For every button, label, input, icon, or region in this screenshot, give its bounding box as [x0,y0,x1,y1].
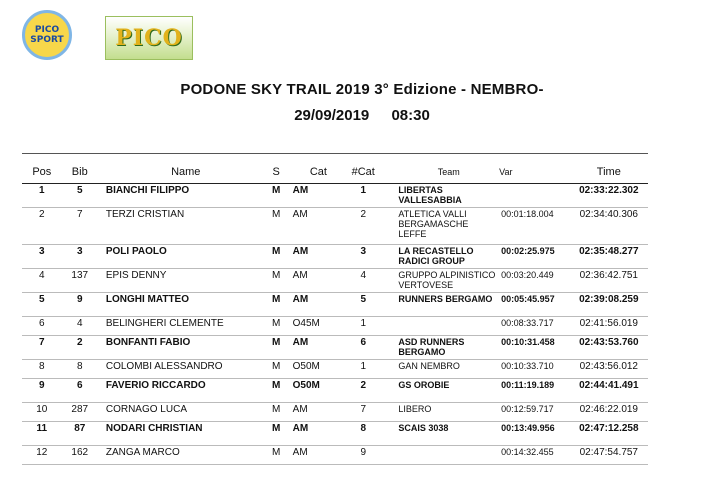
cell-bib: 9 [62,293,98,317]
cell-team: GAN NEMBRO [382,360,499,379]
table-row [22,184,648,208]
cell-bib: 137 [62,269,98,293]
cell-cat-rank: 9 [344,446,382,465]
header-divider [22,153,648,154]
cell-cat: AM [287,208,344,245]
cell-time: 02:44:41.491 [570,379,648,403]
cell-team [382,446,499,465]
table-row [22,293,648,317]
cell-cat-rank: 1 [344,184,382,208]
cell-cat-rank: 5 [344,293,382,317]
cell-time: 02:46:22.019 [570,403,648,422]
cell-bib: 5 [62,184,98,208]
cell-cat-rank: 1 [344,360,382,379]
cell-bib: 87 [62,422,98,446]
page-subtitle [0,107,724,124]
cell-name: NODARI CHRISTIAN [98,422,266,446]
cell-var: 00:08:33.717 [499,317,570,336]
cell-cat: O45M [287,317,344,336]
cell-team: GS OROBIE [382,379,499,403]
cell-sex: M [266,245,287,269]
cell-team: LIBERTAS VALLESABBIA [382,184,499,208]
table-row [22,379,648,403]
cell-time: 02:43:53.760 [570,336,648,360]
cell-bib: 3 [62,245,98,269]
cell-name: POLI PAOLO [98,245,266,269]
cell-bib: 162 [62,446,98,465]
cell-var: 00:14:32.455 [499,446,570,465]
cell-pos: 7 [22,336,62,360]
cell-team: GRUPPO ALPINISTICO VERTOVESE [382,269,499,293]
cell-cat: AM [287,184,344,208]
col-header-var: Var [499,161,570,184]
cell-pos: 10 [22,403,62,422]
cell-pos: 1 [22,184,62,208]
picosport-logo [22,10,72,60]
cell-cat: AM [287,422,344,446]
cell-time: 02:34:40.306 [570,208,648,245]
cell-cat-rank: 8 [344,422,382,446]
cell-cat-rank: 2 [344,379,382,403]
cell-time: 02:39:08.259 [570,293,648,317]
cell-name: BELINGHERI CLEMENTE [98,317,266,336]
cell-pos: 3 [22,245,62,269]
results-table [22,161,648,465]
cell-team: RUNNERS BERGAMO [382,293,499,317]
cell-cat-rank: 4 [344,269,382,293]
cell-time: 02:47:54.757 [570,446,648,465]
cell-cat: AM [287,245,344,269]
cell-name: BONFANTI FABIO [98,336,266,360]
cell-cat-rank: 1 [344,317,382,336]
cell-pos: 9 [22,379,62,403]
cell-sex: M [266,293,287,317]
table-row [22,317,648,336]
col-header-cat-rank: #Cat [344,161,382,184]
cell-bib: 2 [62,336,98,360]
cell-name: ZANGA MARCO [98,446,266,465]
pico-logo-text: PICO [115,25,183,51]
cell-var: 00:05:45.957 [499,293,570,317]
table-row [22,360,648,379]
col-header-team: Team [382,161,499,184]
cell-name: BIANCHI FILIPPO [98,184,266,208]
cell-var [499,184,570,208]
table-row [22,422,648,446]
cell-pos: 8 [22,360,62,379]
cell-pos: 6 [22,317,62,336]
cell-team: LA RECASTELLO RADICI GROUP [382,245,499,269]
table-row [22,446,648,465]
col-header-time: Time [570,161,648,184]
cell-pos: 2 [22,208,62,245]
cell-sex: M [266,360,287,379]
cell-sex: M [266,208,287,245]
race-date: 29/09/2019 [294,107,370,124]
logo-text-line2: SPORT [30,35,64,45]
cell-cat: O50M [287,379,344,403]
cell-cat: AM [287,336,344,360]
pico-logo [105,16,193,60]
col-header-pos: Pos [22,161,62,184]
cell-cat: AM [287,403,344,422]
table-header-row [22,161,648,184]
cell-sex: M [266,446,287,465]
cell-team: ATLETICA VALLI BERGAMASCHE LEFFE [382,208,499,245]
cell-team: SCAIS 3038 [382,422,499,446]
table-row [22,403,648,422]
cell-pos: 5 [22,293,62,317]
cell-name: LONGHI MATTEO [98,293,266,317]
col-header-name: Name [98,161,266,184]
cell-cat-rank: 2 [344,208,382,245]
cell-bib: 287 [62,403,98,422]
cell-cat-rank: 6 [344,336,382,360]
cell-sex: M [266,317,287,336]
cell-name: TERZI CRISTIAN [98,208,266,245]
cell-time: 02:43:56.012 [570,360,648,379]
cell-var: 00:03:20.449 [499,269,570,293]
cell-var: 00:10:33.710 [499,360,570,379]
cell-team: LIBERO [382,403,499,422]
cell-team [382,317,499,336]
cell-cat-rank: 7 [344,403,382,422]
cell-team: ASD RUNNERS BERGAMO [382,336,499,360]
cell-sex: M [266,269,287,293]
col-header-bib: Bib [62,161,98,184]
cell-cat: AM [287,269,344,293]
cell-var: 00:13:49.956 [499,422,570,446]
cell-time: 02:47:12.258 [570,422,648,446]
cell-bib: 7 [62,208,98,245]
table-row [22,336,648,360]
cell-time: 02:35:48.277 [570,245,648,269]
table-row [22,208,648,245]
cell-sex: M [266,184,287,208]
race-time: 08:30 [391,107,430,124]
cell-cat: O50M [287,360,344,379]
col-header-cat: Cat [287,161,344,184]
cell-var: 00:10:31.458 [499,336,570,360]
cell-pos: 12 [22,446,62,465]
cell-pos: 4 [22,269,62,293]
table-row [22,245,648,269]
cell-var: 00:01:18.004 [499,208,570,245]
cell-bib: 8 [62,360,98,379]
cell-var: 00:12:59.717 [499,403,570,422]
cell-pos: 11 [22,422,62,446]
cell-cat-rank: 3 [344,245,382,269]
cell-time: 02:41:56.019 [570,317,648,336]
cell-var: 00:11:19.189 [499,379,570,403]
table-row [22,269,648,293]
cell-name: CORNAGO LUCA [98,403,266,422]
col-header-sex: S [266,161,287,184]
cell-time: 02:36:42.751 [570,269,648,293]
cell-sex: M [266,336,287,360]
cell-name: COLOMBI ALESSANDRO [98,360,266,379]
cell-time: 02:33:22.302 [570,184,648,208]
cell-cat: AM [287,293,344,317]
cell-cat: AM [287,446,344,465]
cell-sex: M [266,403,287,422]
page-title: PODONE SKY TRAIL 2019 3° Edizione - NEMBRO- [180,81,544,98]
cell-sex: M [266,422,287,446]
cell-bib: 6 [62,379,98,403]
cell-bib: 4 [62,317,98,336]
cell-sex: M [266,379,287,403]
logo-text-line1: PICO [34,25,60,35]
cell-var: 00:02:25.975 [499,245,570,269]
cell-name: FAVERIO RICCARDO [98,379,266,403]
cell-name: EPIS DENNY [98,269,266,293]
